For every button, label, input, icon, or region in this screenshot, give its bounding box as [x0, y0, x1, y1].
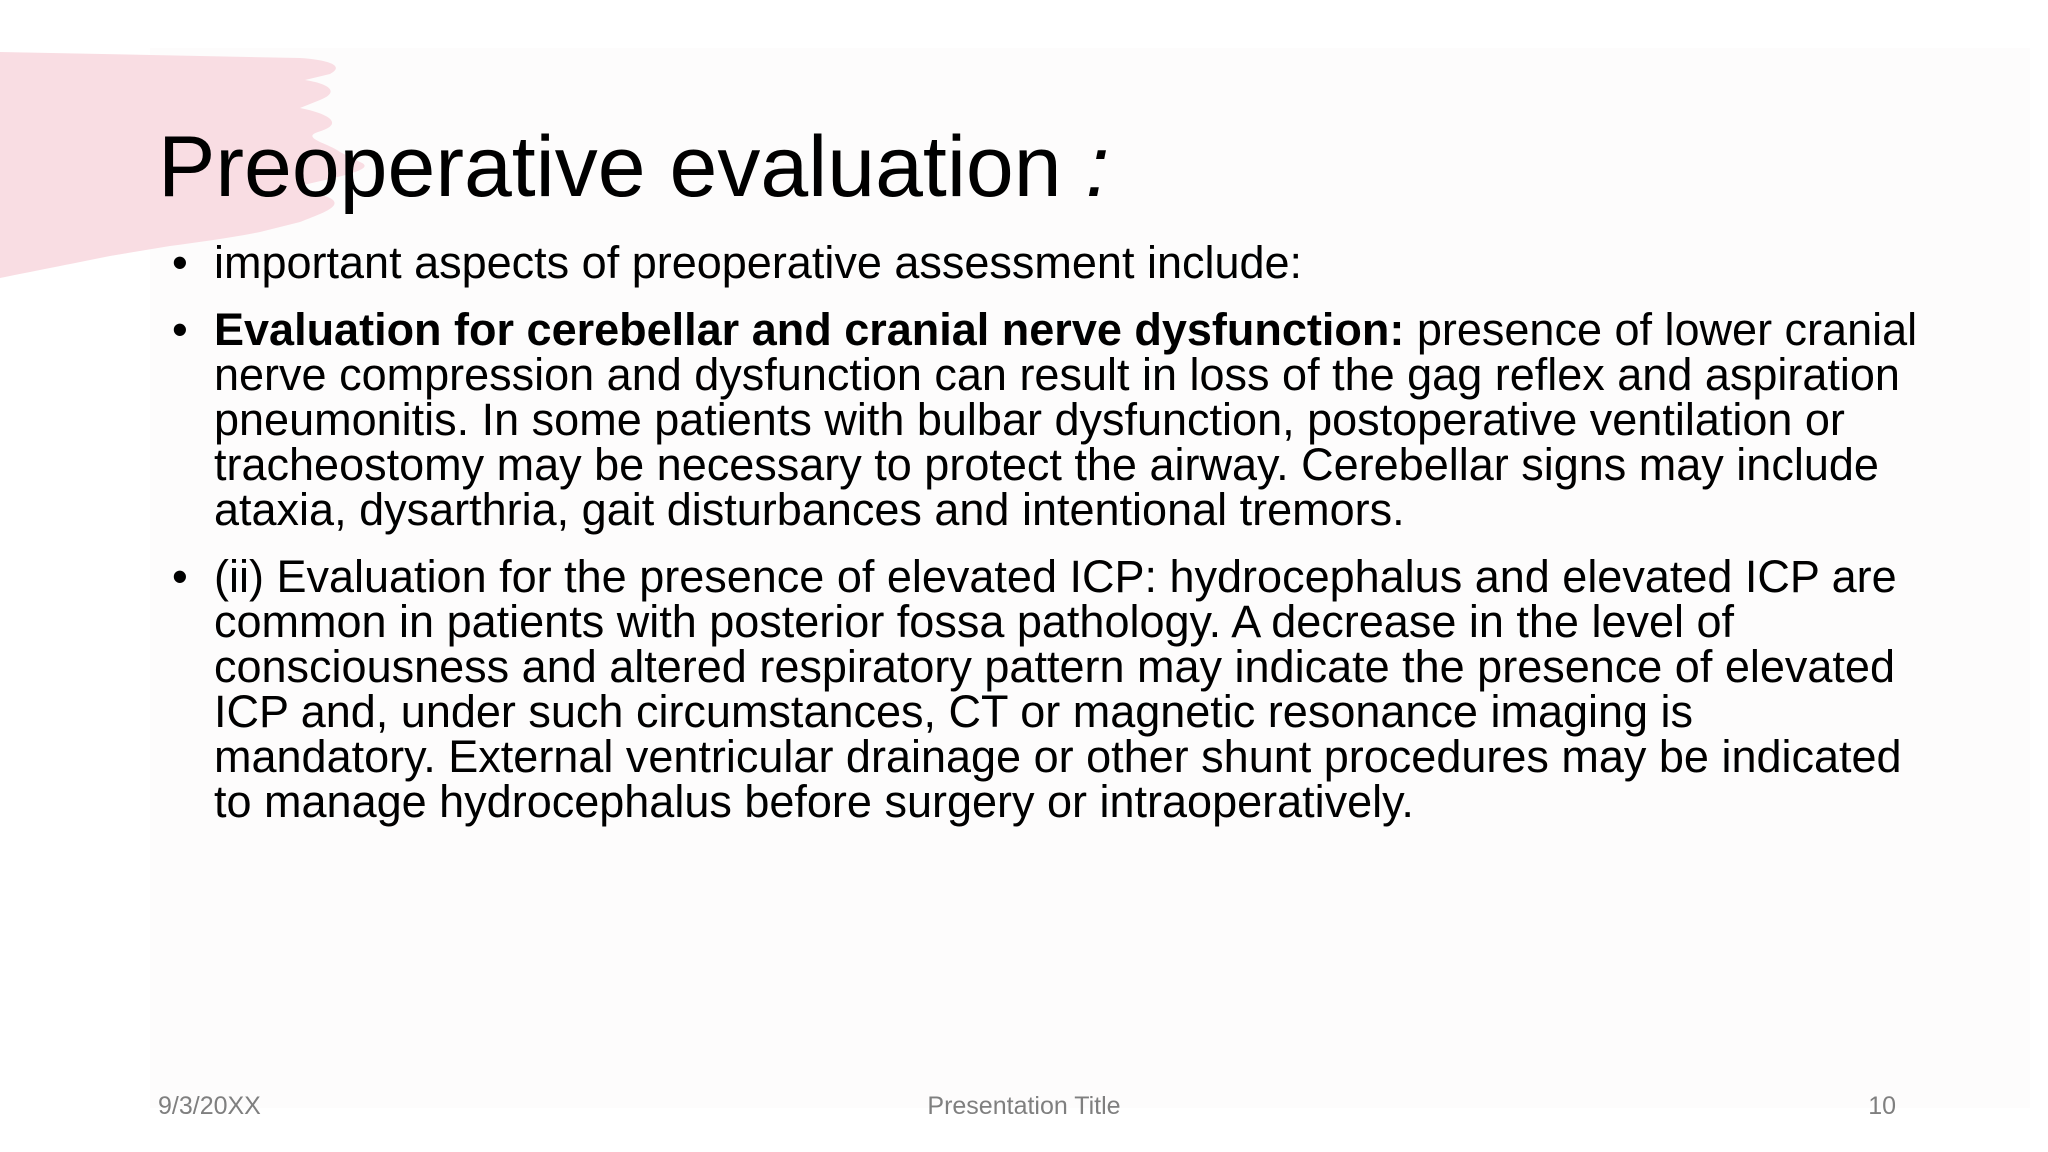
bullet-text: presence of lower cranial nerve compression and dysfunction can result in loss of the gag reflex and aspiration pneumonitis. In some patients with bulbar dysfunction, postoperative ventilation or tracheostomy may be necessary to protect the airway. Cerebellar signs may include ataxia, dysarthria, gait disturbances and intentional tremors. [214, 304, 1918, 535]
bullet-dot: • [172, 237, 188, 288]
bullet-item-icp [168, 551, 1918, 827]
bullet-bold-text: Evaluation for cerebellar and cranial nerve dysfunction: [214, 304, 1405, 355]
bullet-dot: • [172, 551, 188, 602]
bullet-text: important aspects of preoperative assessment include: [214, 237, 1303, 288]
footer-presentation-title: Presentation Title [927, 1092, 1121, 1120]
footer-page-number: 10 [1868, 1092, 1896, 1120]
bullet-item-intro [168, 237, 1918, 288]
bullet-text: (ii) Evaluation for the presence of elevated ICP: hydrocephalus and elevated ICP are common in patients with posterior fossa pathology. A decrease in the level of consciousness and altered respiratory pattern may indicate the presence of elevated ICP and, under such circumstances, CT or magnetic resonance imaging is mandatory. External ventricular drainage or other shunt procedures may be indicated to manage hydrocephalus before surgery or intraoperatively. [214, 551, 1902, 827]
bullet-dot: • [172, 304, 188, 355]
slide-title-colon: : [1085, 119, 1110, 215]
slide-title-text: Preoperative evaluation [158, 119, 1062, 215]
bullet-item-cerebellar [168, 304, 1918, 535]
footer-date: 9/3/20XX [158, 1092, 261, 1120]
bullet-list [168, 237, 1918, 846]
slide-title [158, 120, 1109, 215]
